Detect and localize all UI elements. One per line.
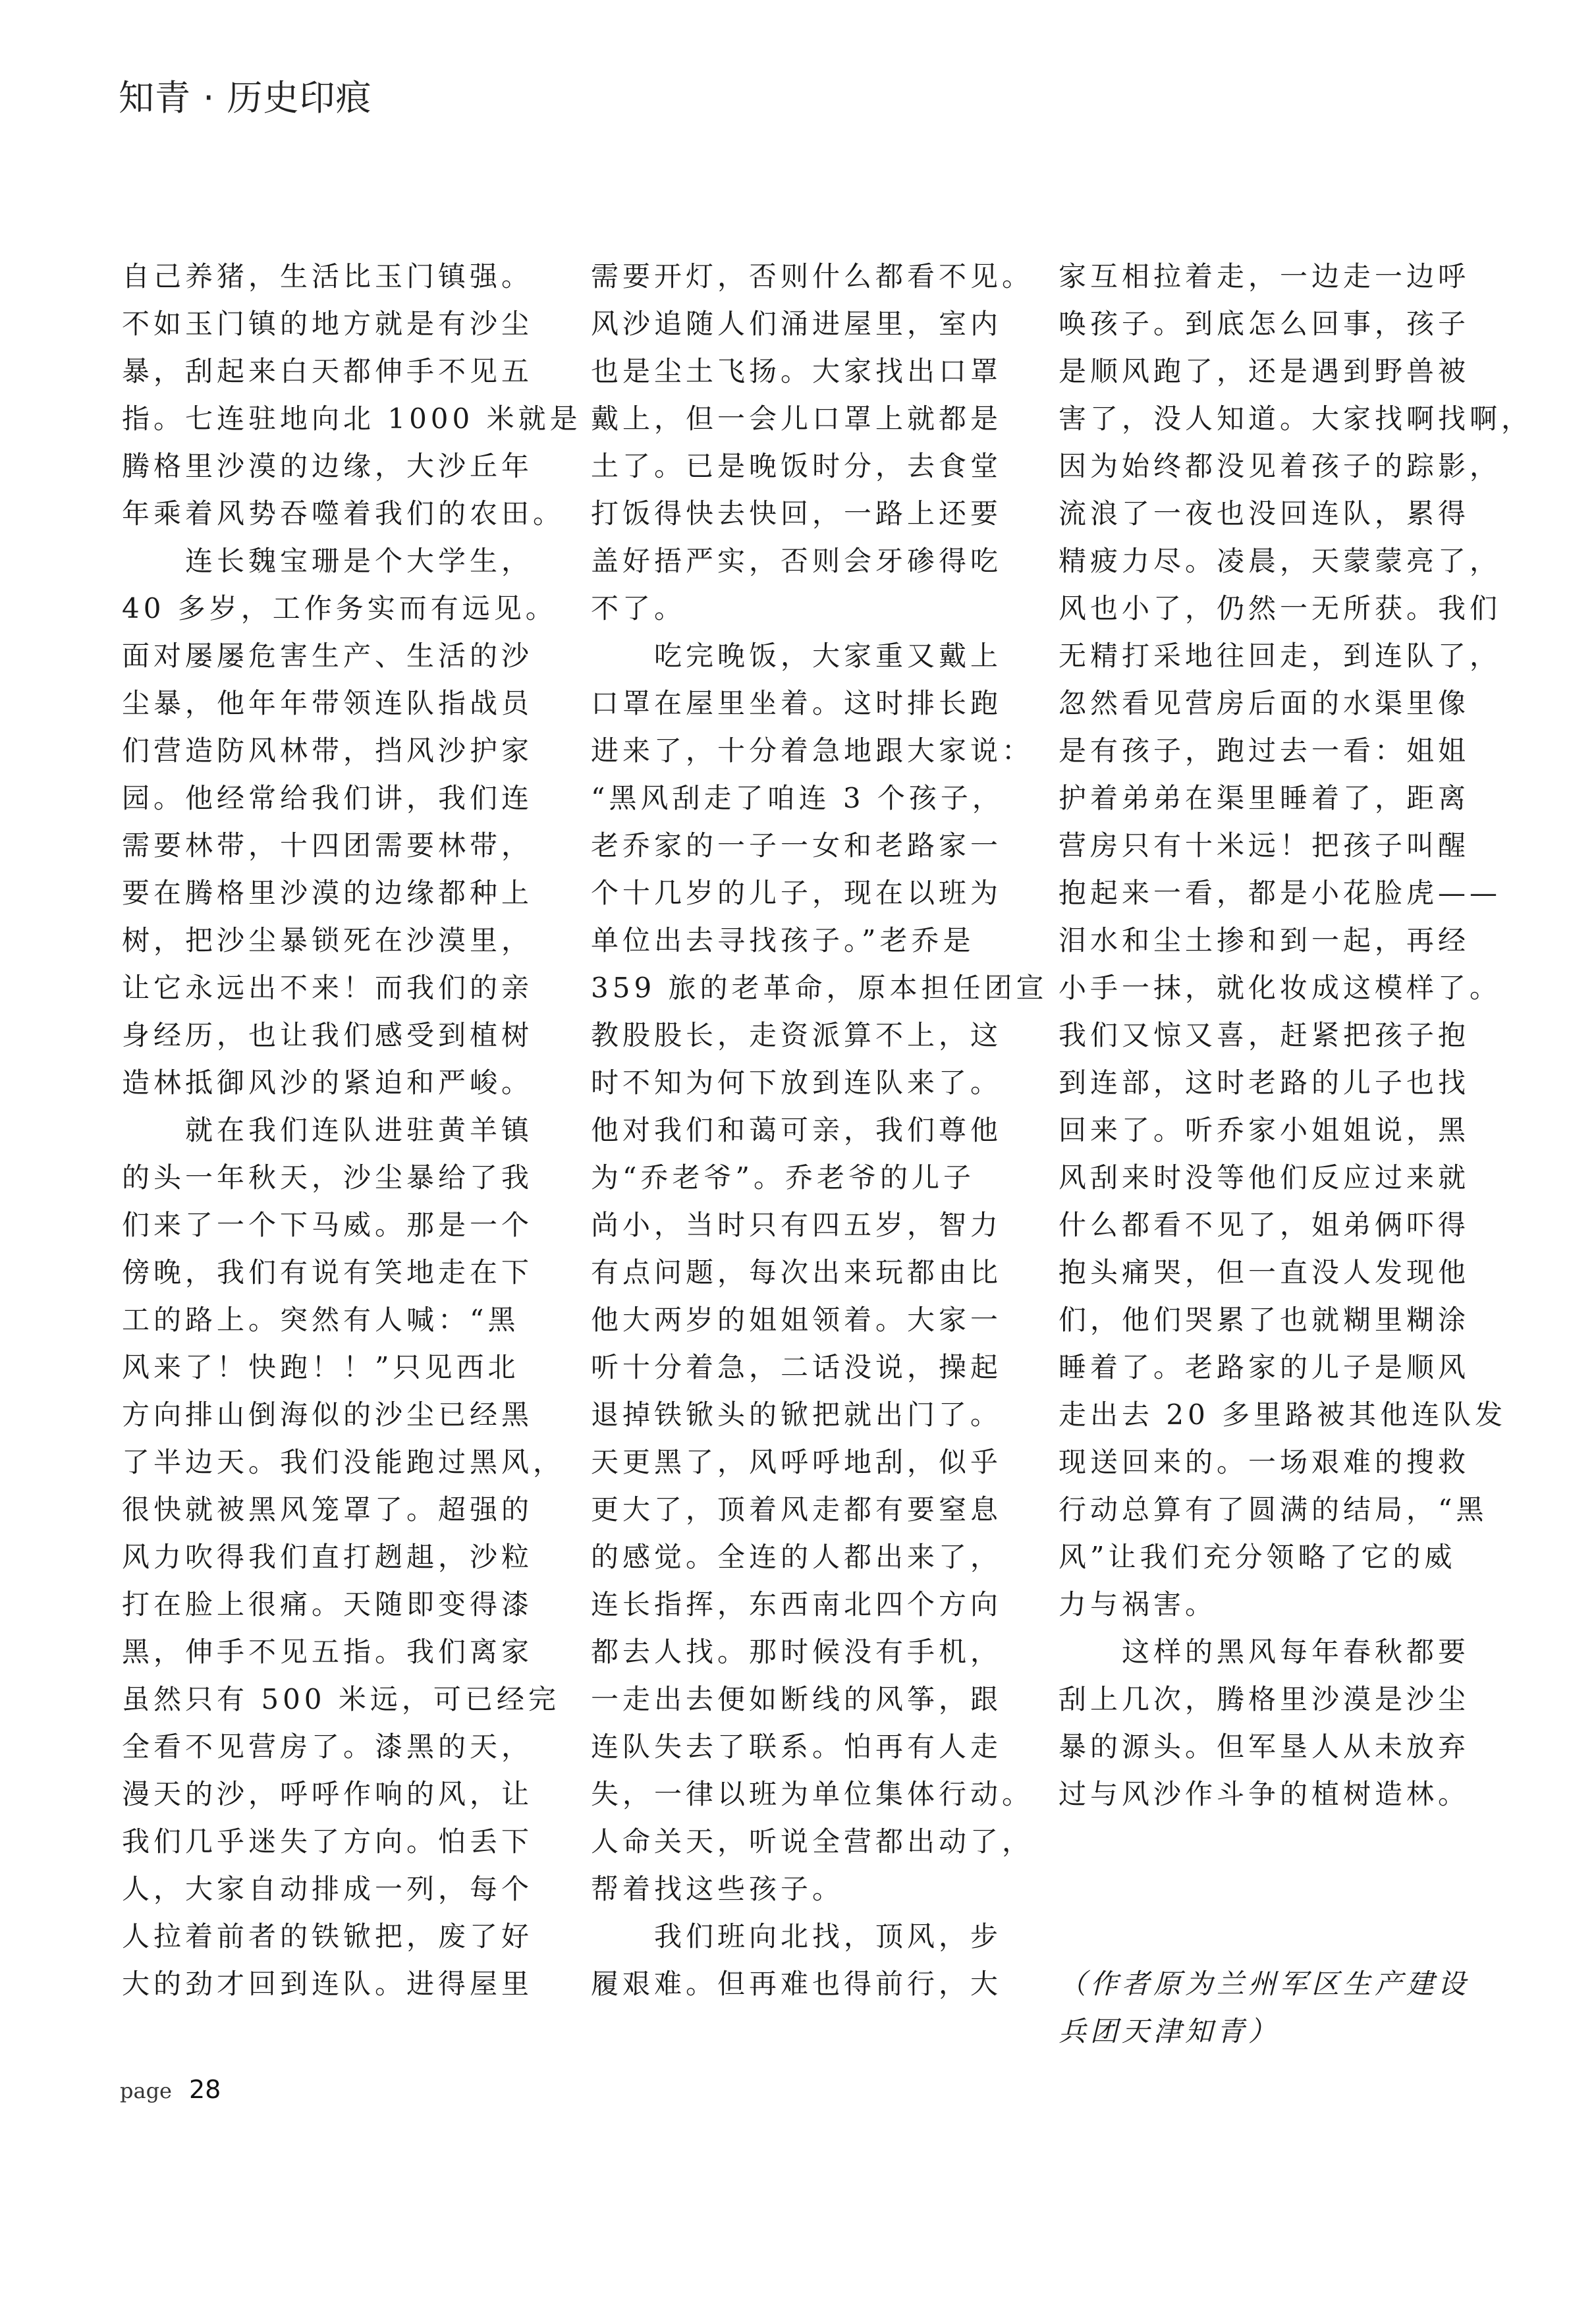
text-line: 40 多岁，工作务实而有远见。 — [122, 592, 557, 624]
text-line: 他大两岁的姐姐领着。大家一 — [591, 1304, 1003, 1336]
text-line: 的头一年秋天，沙尘暴给了我 — [122, 1161, 534, 1194]
text-line: 小手一抹，就化妆成这模样了。 — [1059, 972, 1502, 1004]
text-line: 身经历，也让我们感受到植树 — [122, 1019, 534, 1051]
text-line: 连长魏宝珊是个大学生， — [185, 545, 534, 577]
page-number: 28 — [188, 2075, 221, 2104]
text-line: 口罩在屋里坐着。这时排长跑 — [591, 687, 1003, 719]
text-line: 也是尘土飞扬。大家找出口罩 — [591, 355, 1003, 387]
page-label: page — [120, 2078, 172, 2103]
text-line: 什么都看不见了，姐弟俩吓得 — [1059, 1209, 1470, 1241]
text-line: 尚小，当时只有四五岁，智力 — [591, 1209, 1003, 1241]
text-line: 风来了！快跑！！”只见西北 — [122, 1351, 520, 1383]
text-line: 不如玉门镇的地方就是有沙尘 — [122, 308, 534, 340]
text-line: 因为始终都没见着孩子的踪影， — [1059, 450, 1502, 482]
text-line: 走出去 20 多里路被其他连队发 — [1059, 1398, 1507, 1431]
text-line: 听十分着急，二话没说，操起 — [591, 1351, 1003, 1383]
text-line: 这样的黑风每年春秋都要 — [1122, 1636, 1470, 1668]
text-line: 了半边天。我们没能跑过黑风， — [122, 1446, 565, 1478]
text-line: 暴的源头。但军垦人从未放弃 — [1059, 1730, 1470, 1763]
text-line: 力与祸害。 — [1059, 1588, 1217, 1620]
article-column-2 — [591, 253, 1048, 2008]
text-line: 让它永远出不来！而我们的亲 — [122, 972, 534, 1004]
text-line: 指。七连驻地向北 1000 米就是 — [122, 402, 582, 435]
text-line: 履艰难。但再难也得前行，大 — [591, 1968, 1003, 2000]
text-line: 很快就被黑风笼罩了。超强的 — [122, 1493, 534, 1526]
text-line: 刮上几次，腾格里沙漠是沙尘 — [1059, 1683, 1470, 1715]
text-line: 抱头痛哭，但一直没人发现他 — [1059, 1256, 1470, 1288]
text-line: 个十几岁的儿子，现在以班为 — [591, 877, 1003, 909]
text-line: 护着弟弟在渠里睡着了，距离 — [1059, 782, 1470, 814]
text-line: 园。他经常给我们讲，我们连 — [122, 782, 534, 814]
text-line: 抱起来一看，都是小花脸虎—— — [1059, 877, 1502, 909]
text-line: 方向排山倒海似的沙尘已经黑 — [122, 1398, 534, 1431]
text-line: 树，把沙尘暴锁死在沙漠里， — [122, 924, 534, 956]
text-line: 风”让我们充分领略了它的威 — [1059, 1541, 1456, 1573]
text-line: 教股股长，走资派算不上，这 — [591, 1019, 1003, 1051]
text-line: 精疲力尽。凌晨，天蒙蒙亮了， — [1059, 545, 1502, 577]
text-line: 人，大家自动排成一列，每个 — [122, 1873, 534, 1905]
text-line: 吃完晚饭，大家重又戴上 — [654, 640, 1003, 672]
article-column-1 — [122, 253, 582, 2008]
text-line: 连队失去了联系。怕再有人走 — [591, 1730, 1003, 1763]
article-column-3 — [1059, 253, 1533, 2055]
text-line: 漫天的沙，呼呼作响的风，让 — [122, 1778, 534, 1810]
text-line: 他对我们和蔼可亲，我们尊他 — [591, 1114, 1003, 1146]
text-line: 到连部，这时老路的儿子也找 — [1059, 1066, 1470, 1099]
text-line: 为“乔老爷”。乔老爷的儿子 — [591, 1161, 975, 1194]
text-line: 是有孩子，跑过去一看：姐姐 — [1059, 734, 1470, 767]
text-line: 现送回来的。一场艰难的搜救 — [1059, 1446, 1470, 1478]
author-note-line: （作者原为兰州军区生产建设 — [1059, 1968, 1470, 2000]
text-line: 失，一律以班为单位集体行动。 — [591, 1778, 1034, 1810]
text-line: 傍晚，我们有说有笑地走在下 — [122, 1256, 534, 1288]
text-line: 就在我们连队进驻黄羊镇 — [185, 1114, 534, 1146]
text-line: 帮着找这些孩子。 — [591, 1873, 844, 1905]
text-line: 年乘着风势吞噬着我们的农田。 — [122, 497, 565, 530]
text-line: 风刮来时没等他们反应过来就 — [1059, 1161, 1470, 1194]
text-line: 需要开灯，否则什么都看不见。 — [591, 260, 1034, 292]
page-footer — [120, 2075, 221, 2104]
author-note-line: 兵团天津知青） — [1059, 2015, 1280, 2047]
text-line: 359 旅的老革命，原本担任团宣 — [591, 972, 1048, 1004]
text-line: 自己养猪，生活比玉门镇强。 — [122, 260, 534, 292]
text-line: 泪水和尘土掺和到一起，再经 — [1059, 924, 1470, 956]
text-line: 盖好捂严实，否则会牙碜得吃 — [591, 545, 1003, 577]
text-line: 忽然看见营房后面的水渠里像 — [1059, 687, 1470, 719]
text-line: 老乔家的一子一女和老路家一 — [591, 829, 1003, 862]
text-line: 人命关天，听说全营都出动了， — [591, 1825, 1034, 1858]
text-line: 睡着了。老路家的儿子是顺风 — [1059, 1351, 1470, 1383]
text-line: 我们几乎迷失了方向。怕丢下 — [122, 1825, 534, 1858]
text-line: 需要林带，十四团需要林带， — [122, 829, 534, 862]
text-line: 唤孩子。到底怎么回事，孩子 — [1059, 308, 1470, 340]
text-line: 过与风沙作斗争的植树造林。 — [1059, 1778, 1470, 1810]
text-line: 黑，伸手不见五指。我们离家 — [122, 1636, 534, 1668]
text-line: 腾格里沙漠的边缘，大沙丘年 — [122, 450, 534, 482]
text-line: 行动总算有了圆满的结局，“黑 — [1059, 1493, 1488, 1526]
text-line: 害了，没人知道。大家找啊找啊， — [1059, 402, 1533, 435]
text-line: 更大了，顶着风走都有要窒息 — [591, 1493, 1003, 1526]
text-line: 是顺风跑了，还是遇到野兽被 — [1059, 355, 1470, 387]
text-line: 暴，刮起来白天都伸手不见五 — [122, 355, 534, 387]
text-line: 时不知为何下放到连队来了。 — [591, 1066, 1003, 1099]
text-line: 面对屡屡危害生产、生活的沙 — [122, 640, 534, 672]
text-line: 要在腾格里沙漠的边缘都种上 — [122, 877, 534, 909]
text-line: 流浪了一夜也没回连队，累得 — [1059, 497, 1470, 530]
text-line: 打在脸上很痛。天随即变得漆 — [122, 1588, 534, 1620]
text-line: 全看不见营房了。漆黑的天， — [122, 1730, 534, 1763]
text-line: 家互相拉着走，一边走一边呼 — [1059, 260, 1470, 292]
text-line: 土了。已是晚饭时分，去食堂 — [591, 450, 1003, 482]
text-line: 造林抵御风沙的紧迫和严峻。 — [122, 1066, 534, 1099]
text-line: 戴上，但一会儿口罩上就都是 — [591, 402, 1003, 435]
text-line: 们来了一个下马威。那是一个 — [122, 1209, 534, 1241]
text-line: 风也小了，仍然一无所获。我们 — [1059, 592, 1502, 624]
text-line: 我们班向北找，顶风，步 — [654, 1920, 1003, 1952]
text-line: “黑风刮走了咱连 3 个孩子， — [591, 782, 1004, 814]
signature-spacer — [1059, 1818, 1480, 1960]
text-line: 风沙追随人们涌进屋里，室内 — [591, 308, 1003, 340]
text-line: 无精打采地往回走，到连队了， — [1059, 640, 1502, 672]
text-line: 有点问题，每次出来玩都由比 — [591, 1256, 1003, 1288]
text-line: 虽然只有 500 米远，可已经完 — [122, 1683, 560, 1715]
text-line: 都去人找。那时候没有手机， — [591, 1636, 1003, 1668]
text-line: 们，他们哭累了也就糊里糊涂 — [1059, 1304, 1470, 1336]
text-line: 们营造防风林带，挡风沙护家 — [122, 734, 534, 767]
text-line: 大的劲才回到连队。进得屋里 — [122, 1968, 534, 2000]
text-line: 我们又惊又喜，赶紧把孩子抱 — [1059, 1019, 1470, 1051]
text-line: 风力吹得我们直打趔趄，沙粒 — [122, 1541, 534, 1573]
text-line: 营房只有十米远！把孩子叫醒 — [1059, 829, 1470, 862]
text-line: 天更黑了，风呼呼地刮，似乎 — [591, 1446, 1003, 1478]
text-line: 不了。 — [591, 592, 686, 624]
text-line: 尘暴，他年年带领连队指战员 — [122, 687, 534, 719]
text-line: 一走出去便如断线的风筝，跟 — [591, 1683, 1003, 1715]
text-line: 单位出去寻找孩子。”老乔是 — [591, 924, 975, 956]
text-line: 回来了。听乔家小姐姐说，黑 — [1059, 1114, 1470, 1146]
text-line: 打饭得快去快回，一路上还要 — [591, 497, 1003, 530]
section-title: 知青 · 历史印痕 — [119, 77, 372, 119]
text-line: 的感觉。全连的人都出来了， — [591, 1541, 1003, 1573]
text-line: 退掉铁锨头的锨把就出门了。 — [591, 1398, 1003, 1431]
text-line: 进来了，十分着急地跟大家说： — [591, 734, 1034, 767]
text-line: 工的路上。突然有人喊：“黑 — [122, 1304, 520, 1336]
text-line: 人拉着前者的铁锨把，废了好 — [122, 1920, 534, 1952]
text-line: 连长指挥，东西南北四个方向 — [591, 1588, 1003, 1620]
